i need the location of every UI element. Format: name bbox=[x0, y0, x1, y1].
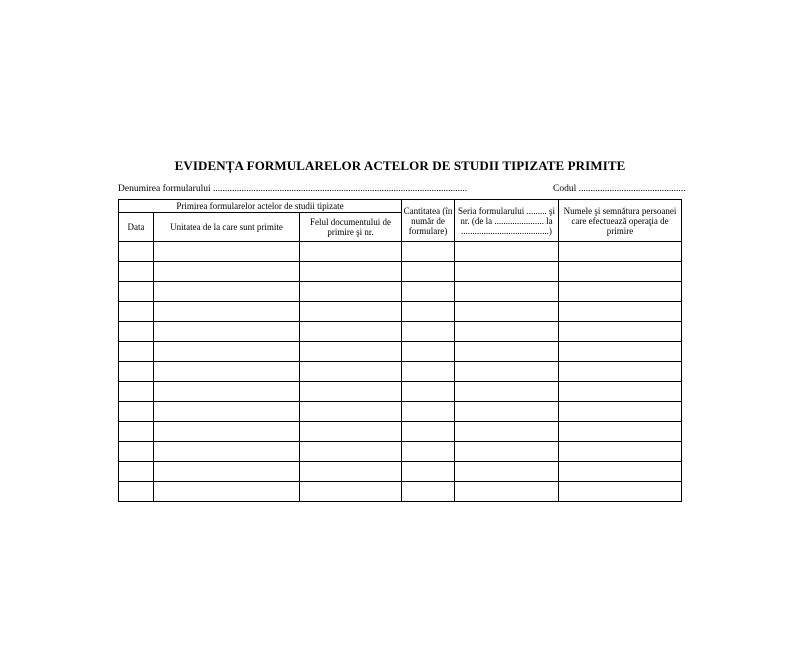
table-row bbox=[119, 362, 682, 382]
table-cell bbox=[300, 242, 402, 262]
table-cell bbox=[455, 322, 559, 342]
table-cell bbox=[402, 402, 455, 422]
table-row bbox=[119, 422, 682, 442]
table-cell bbox=[402, 262, 455, 282]
table-cell bbox=[300, 482, 402, 502]
table-cell bbox=[402, 382, 455, 402]
table-cell bbox=[559, 462, 682, 482]
table-cell bbox=[119, 382, 154, 402]
table-cell bbox=[455, 362, 559, 382]
table-cell bbox=[559, 362, 682, 382]
table-cell bbox=[402, 302, 455, 322]
table-row bbox=[119, 322, 682, 342]
table-cell bbox=[559, 402, 682, 422]
group-header-primirea: Primirea formularelor actelor de studii tipizate bbox=[119, 200, 402, 213]
header-felul: Felul documentului de primire şi nr. bbox=[300, 213, 402, 242]
table-cell bbox=[119, 282, 154, 302]
table-cell bbox=[559, 482, 682, 502]
table-cell bbox=[402, 322, 455, 342]
header-cantitatea: Cantitatea (în număr de formulare) bbox=[402, 200, 455, 242]
table-cell bbox=[455, 422, 559, 442]
table-cell bbox=[119, 322, 154, 342]
table-cell bbox=[119, 422, 154, 442]
table-cell bbox=[559, 382, 682, 402]
table-cell bbox=[119, 442, 154, 462]
table-cell bbox=[455, 482, 559, 502]
table-cell bbox=[402, 282, 455, 302]
table-cell bbox=[154, 282, 300, 302]
table-cell bbox=[154, 342, 300, 362]
table-row bbox=[119, 282, 682, 302]
table-row bbox=[119, 482, 682, 502]
table-cell bbox=[154, 362, 300, 382]
table-cell bbox=[455, 262, 559, 282]
table-cell bbox=[402, 422, 455, 442]
table-cell bbox=[154, 322, 300, 342]
table-cell bbox=[559, 422, 682, 442]
table-cell bbox=[559, 442, 682, 462]
table-cell bbox=[300, 302, 402, 322]
table-cell bbox=[300, 462, 402, 482]
table-cell bbox=[119, 242, 154, 262]
denumire-formular-field: Denumirea formularului ........................................................................................................... bbox=[118, 184, 468, 194]
table-cell bbox=[455, 402, 559, 422]
table-body bbox=[119, 242, 682, 502]
table-row bbox=[119, 262, 682, 282]
table-row bbox=[119, 242, 682, 262]
table-cell bbox=[300, 402, 402, 422]
table-row bbox=[119, 462, 682, 482]
table-cell bbox=[402, 362, 455, 382]
header-unitatea: Unitatea de la care sunt primite bbox=[154, 213, 300, 242]
table-cell bbox=[119, 262, 154, 282]
table-cell bbox=[119, 302, 154, 322]
table-cell bbox=[154, 382, 300, 402]
table-cell bbox=[559, 302, 682, 322]
table-cell bbox=[154, 242, 300, 262]
table-cell bbox=[300, 322, 402, 342]
table-cell bbox=[402, 442, 455, 462]
table-cell bbox=[402, 242, 455, 262]
table-cell bbox=[154, 422, 300, 442]
table-cell bbox=[559, 322, 682, 342]
table-cell bbox=[154, 442, 300, 462]
table-cell bbox=[402, 482, 455, 502]
codul-field: Codul ............................................. bbox=[553, 184, 686, 194]
table-cell bbox=[300, 262, 402, 282]
table-cell bbox=[559, 262, 682, 282]
table-cell bbox=[119, 482, 154, 502]
table-cell bbox=[119, 342, 154, 362]
header-seria: Seria formularului ......... şi nr. (de la ...................... la .......................................) bbox=[455, 200, 559, 242]
table-cell bbox=[559, 282, 682, 302]
table-cell bbox=[119, 362, 154, 382]
evidenta-table bbox=[118, 199, 682, 502]
table-row bbox=[119, 402, 682, 422]
table-row bbox=[119, 442, 682, 462]
table-cell bbox=[300, 442, 402, 462]
table-cell bbox=[300, 362, 402, 382]
table-cell bbox=[559, 242, 682, 262]
table-cell bbox=[300, 382, 402, 402]
table-cell bbox=[119, 462, 154, 482]
table-cell bbox=[455, 242, 559, 262]
table-cell bbox=[402, 342, 455, 362]
table-cell bbox=[455, 302, 559, 322]
table-cell bbox=[455, 462, 559, 482]
document-title: EVIDENȚA FORMULARELOR ACTELOR DE STUDII TIPIZATE PRIMITE bbox=[174, 158, 626, 173]
table-cell bbox=[154, 262, 300, 282]
table-row bbox=[119, 342, 682, 362]
table-cell bbox=[154, 302, 300, 322]
table-cell bbox=[402, 462, 455, 482]
table-cell bbox=[559, 342, 682, 362]
table-cell bbox=[455, 442, 559, 462]
form-meta-row bbox=[118, 184, 686, 198]
table-cell bbox=[154, 402, 300, 422]
table-cell bbox=[300, 282, 402, 302]
table-cell bbox=[119, 402, 154, 422]
table-cell bbox=[300, 422, 402, 442]
table-cell bbox=[455, 382, 559, 402]
table-row bbox=[119, 382, 682, 402]
header-numele: Numele şi semnătura persoanei care efectuează operaţia de primire bbox=[559, 200, 682, 242]
header-data: Data bbox=[119, 213, 154, 242]
table-cell bbox=[154, 462, 300, 482]
table-cell bbox=[300, 342, 402, 362]
table-cell bbox=[154, 482, 300, 502]
table-row bbox=[119, 302, 682, 322]
table-cell bbox=[455, 282, 559, 302]
table-cell bbox=[455, 342, 559, 362]
